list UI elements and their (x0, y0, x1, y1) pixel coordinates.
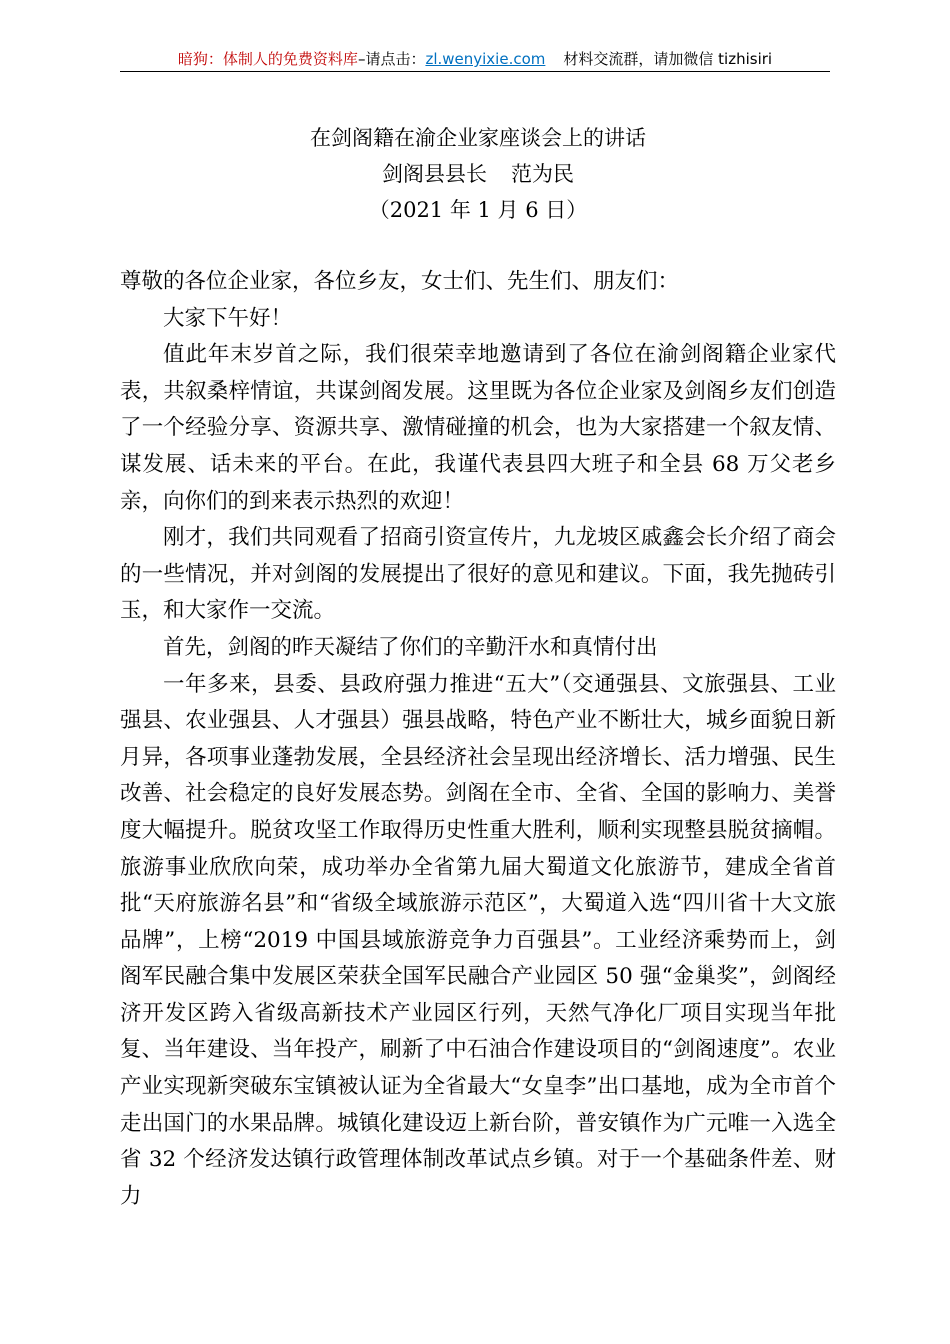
header-divider (120, 71, 830, 72)
header-click-prompt: –请点击： (357, 50, 426, 68)
section-heading: 首先，剑阁的昨天凝结了你们的辛勤汗水和真情付出 (163, 634, 658, 660)
author-name: 范为民 (511, 162, 574, 186)
body-paragraph: 大家下午好！ (163, 305, 293, 331)
header-brand: 暗狗：体制人的免费资料库 (177, 50, 358, 68)
header-site-link[interactable]: zl.wenyixie.com (425, 50, 546, 68)
salutation-paragraph: 尊敬的各位企业家，各位乡友，女士们、先生们、朋友们： (120, 269, 680, 294)
page-header (120, 46, 830, 72)
document-heading (120, 120, 836, 228)
document-byline (120, 156, 836, 192)
document-date: （2021 年 1 月 6 日） (368, 198, 588, 222)
body-paragraph: 刚才，我们共同观看了招商引资宣传片，九龙坡区戚鑫会长介绍了商会的一些情况，并对剑阁的发展提出了很好的意见和建议。下面，我先抛砖引玉，和大家作一交流。 (120, 525, 836, 624)
body-paragraph: 一年多来，县委、县政府强力推进“五大”（交通强县、文旅强县、工业强县、农业强县、人才强县）强县战略，特色产业不断壮大，城乡面貌日新月异，各项事业蓬勃发展，全县经济社会呈现出经济增长、活力增强、民生改善、社会稳定的良好发展态势。剑阁在全市、全省、全国的影响力、美誉度大幅提升。脱贫攻坚工作取得历史性重大胜利，顺利实现整县脱贫摘帽。旅游事业欣欣向荣，成功举办全省第九届大蜀道文化旅游节，建成全省首批“天府旅游名县”和“省级全域旅游示范区”，大蜀道入选“四川省十大文旅品牌”，上榜“2019 中国县域旅游竞争力百强县”。工业经济乘势而上，剑阁军民融合集中发展区荣获全国军民融合产业园区 50 强“金巢奖”，剑阁经济开发区跨入省级高新技术产业园区行列，天然气净化厂项目实现当年批复、当年建设、当年投产，刷新了中石油合作建设项目的“剑阁速度”。农业产业实现新突破东宝镇被认证为全省最大“女皇李”出口基地，成为全市首个走出国门的水果品牌。城镇化建设迈上新台阶，普安镇作为广元唯一入选全省 32 个经济发达镇行政管理体制改革试点乡镇。对于一个基础条件差、财力 (120, 671, 836, 1209)
document-title: 在剑阁籍在渝企业家座谈会上的讲话 (310, 126, 646, 150)
body-paragraph: 值此年末岁首之际，我们很荣幸地邀请到了各位在渝剑阁籍企业家代表，共叙桑梓情谊，共谋剑阁发展。这里既为各位企业家及剑阁乡友们创造了一个经验分享、资源共享、激情碰撞的机会，也为大家搭建一个叙友情、谋发展、话未来的平台。在此，我谨代表县四大班子和全县 68 万父老乡亲，向你们的到来表示热烈的欢迎！ (120, 342, 836, 514)
header-group-note: 材料交流群，请加微信 tizhisiri (563, 50, 773, 68)
author-role: 剑阁县县长 (382, 162, 487, 186)
document-body (120, 264, 836, 1215)
